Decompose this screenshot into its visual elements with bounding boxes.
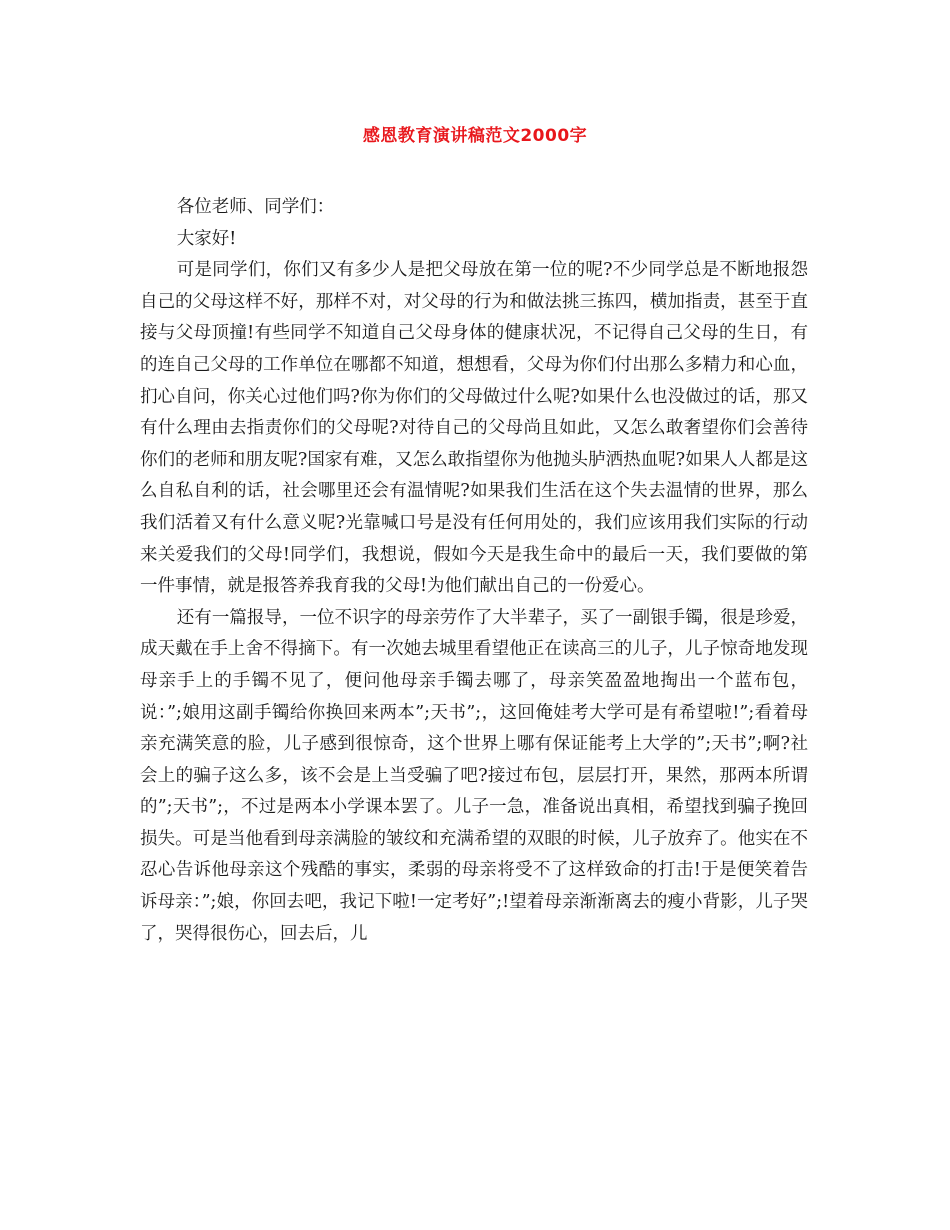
greeting: 大家好! bbox=[176, 228, 237, 249]
document-body bbox=[140, 192, 808, 950]
salutation: 各位老师、同学们： bbox=[176, 197, 335, 217]
document-title: 感恩教育演讲稿范文2000字 bbox=[362, 126, 588, 146]
paragraph-2: 还有一篇报导，一位不识字的母亲劳作了大半辈子，买了一副银手镯，很是珍爱，成天戴在手上舍不得摘下。有一次她去城里看望他正在读高三的儿子，儿子惊奇地发现母亲手上的手镯不见了，便问他母亲手镯去哪了，母亲笑盈盈地掏出一个蓝布包，说：”;娘用这副手镯给你换回来两本”;天书”;，这回俺娃考大学可是有希望啦!”;看着母亲充满笑意的脸，儿子感到很惊奇，这个世界上哪有保证能考上大学的”;天书”;啊?社会上的骗子这么多，该不会是上当受骗了吧?接过布包，层层打开，果然，那两本所谓的”;天书”;，不过是两本小学课本罢了。儿子一急，准备说出真相，希望找到骗子挽回损失。可是当他看到母亲满脸的皱纹和充满希望的双眼的时候，儿子放弃了。他实在不忍心告诉他母亲这个残酷的事实，柔弱的母亲将受不了这样致命的打击!于是便笑着告诉母亲：”;娘，你回去吧，我记下啦!一定考好”;!望着母亲渐渐离去的瘦小背影，儿子哭了，哭得很伤心，回去后，儿 bbox=[140, 607, 808, 944]
paragraph-1: 可是同学们，你们又有多少人是把父母放在第一位的呢?不少同学总是不断地报怨自己的父母这样不好，那样不对，对父母的行为和做法挑三拣四，横加指责，甚至于直接与父母顶撞!有些同学不知道自己父母身体的健康状况，不记得自己父母的生日，有的连自己父母的工作单位在哪都不知道，想想看，父母为你们付出那么多精力和心血，扪心自问，你关心过他们吗?你为你们的父母做过什么呢?如果什么也没做过的话，那又有什么理由去指责你们的父母呢?对待自己的父母尚且如此，又怎么敢奢望你们会善待你们的老师和朋友呢?国家有难，又怎么敢指望你为他抛头胪洒热血呢?如果人人都是这么自私自利的话，社会哪里还会有温情呢?如果我们生活在这个失去温情的世界，那么我们活着又有什么意义呢?光靠喊口号是没有任何用处的，我们应该用我们实际的行动来关爱我们的父母!同学们，我想说，假如今天是我生命中的最后一天，我们要做的第一件事情，就是报答养我育我的父母!为他们献出自己的一份爱心。 bbox=[140, 260, 808, 597]
